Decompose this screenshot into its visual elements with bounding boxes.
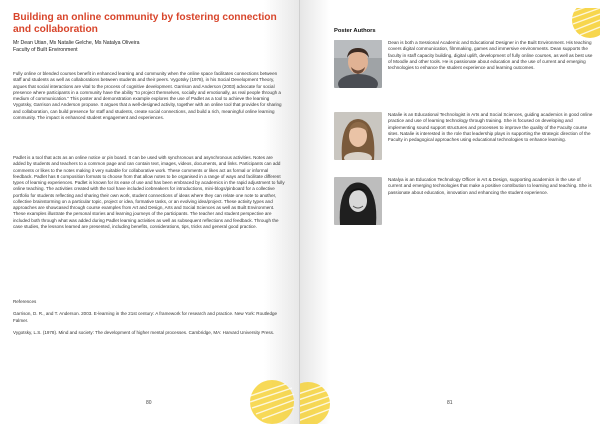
author-photo-dean <box>334 40 382 88</box>
reference-item: Garrison, D. R., and T. Anderson. 2003. E-learning in the 21st century: A framework for research and practice. New York: Routledge Falmer. <box>13 311 278 323</box>
author-bio: Natalya is an Education Technology Officer in Art & Design, supporting academics in the use of current and emerging technologies that make a positive contribution to learning and teaching. She is passionate about education, innovation and enhancing the student experience. <box>388 177 592 195</box>
author-credits <box>13 40 288 54</box>
body-paragraph-1: Fully online or blended courses benefit in enhanced learning and community when the online space facilitates connections between staff and students as well as collaborations between students and their peers. Vygotsky (1978), in his Social Development Theory, argues that social interactions are vital to the process of cognitive development. Garrison and Anderson (2003) advocate for social presence where participants in a community have the ability "to project themselves, socially and emotionally, as real people through a medium of communication." This poster and demonstration example explores the use of Padlet as a tool to achieve the learning Vygotsky, Garrison and Anderson propose. It argues that a well-designed activity, together with an online tool that provides for sharing and collaboration, can build presence for staff and students, create social connections, and build a rich, meaningful online learning community. The impact is enhanced student engagement and experiences. <box>13 71 282 120</box>
authors-line: Mr Dean Utian, Ms Natalie Gelche, Ms Natalya Oliveira <box>13 40 140 46</box>
references-heading: References <box>13 299 37 304</box>
faculty-line: Faculty of Built Environment <box>13 47 78 53</box>
author-photo-natalie <box>334 112 382 160</box>
author-bio: Dean is both a Sessional Academic and Educational Designer in the Built Environment. His teaching covers digital communication, filmmaking, games and immersive environments. Dean supports the faculty in staff capacity building, digital uplift, development of fully online courses, as well as best use of Moodle and other tools. He is passionate about education and the use of current and emerging technologies to enhance the student experience and learning outcomes. <box>388 40 593 71</box>
author-profile <box>334 40 593 104</box>
decorative-yellow-circle <box>562 8 600 42</box>
author-photo-natalya <box>334 177 382 225</box>
author-profile <box>334 177 592 227</box>
author-profile <box>334 112 593 176</box>
poster-authors-heading: Poster Authors <box>334 28 376 34</box>
decorative-yellow-circle <box>300 374 338 424</box>
body-paragraph-2: Padlet is a tool that acts as an online notice or pin board. It can be used with synchronous and asynchronous activities. Notes are added by students and teachers to a common page and can contain text, images, videos, documents, and links. Participants can add comments or likes to the notes making it very suitable for collaborative work. These comments or likes act as formal or informal feedback. Padlet has 8 composition formats to choose from that allow notes to be organised in a range of ways and facilitate different types of learning experiences. Padlet is known for its ease of use and has been embraced by academics in the rapid adjustment to fully online teaching. The activities created with the tool have included icebreakers for introductions, mini-blogs/pinboard for a collective portfolio for students reflecting and sharing their own work, student connections of ideas where they can relate one note to another, collective brainstorming on a particular topic, project or idea, formative tasks, or an evolving idea/project. These activity types and approaches are showcased through course examples from Art and Design, Arts and Social Sciences as well as Built Environment. These examples illustrate the personal stories and learning journeys of the participants. The teacher and student perspective are included both through what was added during Padlet learning activities as well as subsequent reflections and feedback. Through the case studies, the lessons learned are presented, including benefits, considerations, tips, tricks and general good practice. <box>13 155 285 229</box>
page-number: 80 <box>146 400 152 406</box>
right-page <box>300 0 600 424</box>
reference-item: Vygotsky, L.S. (1978). Mind and society: The development of higher mental processes. Cambridge, MA: Harvard University Press. <box>13 329 275 335</box>
references <box>13 299 286 342</box>
article-title: Building an online community by fostering connection and collaboration <box>13 12 277 35</box>
author-bio: Natalie is an Educational Technologist in Arts and Social Sciences, guiding academics in good online practice and use of learning technology through training. She is focused on developing and implementing sound support structures and processes to improve the quality of the Faculty course sites. Natalie is interested in the role that leadership plays in supporting the strategic direction of the Faculty in pedagogical approaches using educational technologies to enhance learning. <box>388 112 593 143</box>
page-number: 81 <box>447 400 453 406</box>
decorative-yellow-circle <box>238 372 298 424</box>
